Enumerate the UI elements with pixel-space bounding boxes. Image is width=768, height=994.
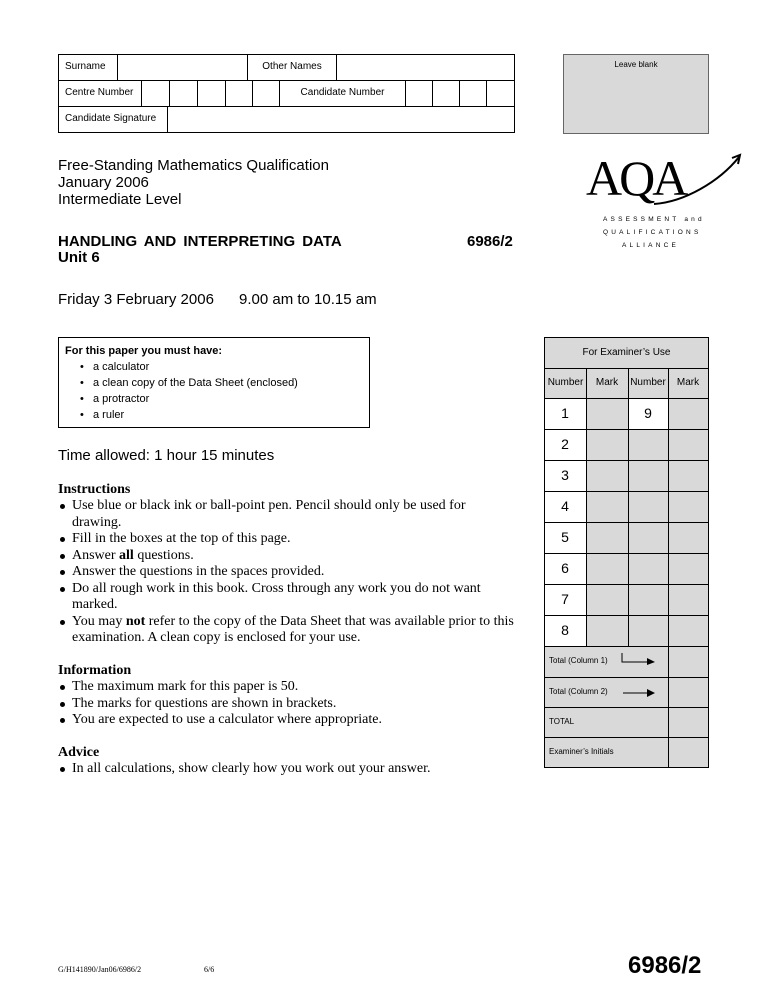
leave-blank-box <box>563 54 709 134</box>
materials-item: • a ruler <box>65 407 369 423</box>
candidate-number-digit-2[interactable] <box>433 81 460 106</box>
information-item: The maximum mark for this paper is 50. <box>58 679 518 696</box>
total-column-1-label: Total (Column 1) <box>549 656 608 665</box>
advice-heading: Advice <box>58 745 100 760</box>
exam-date: Friday 3 February 2006 <box>58 291 214 308</box>
instruction-item: Answer all questions. <box>58 548 518 565</box>
information-section <box>58 663 518 729</box>
instructions-list <box>58 498 518 647</box>
level: Intermediate Level <box>58 191 182 208</box>
instruction-item: Use blue or black ink or ball-point pen. Pencil should only be used for drawing. <box>58 498 518 531</box>
information-item: The marks for questions are shown in brackets. <box>58 696 518 713</box>
centre-number-digit-4[interactable] <box>226 81 253 106</box>
arrow-right-icon <box>621 652 657 666</box>
instruction-item: Answer the questions in the spaces provided. <box>58 564 518 581</box>
materials-box <box>58 337 370 428</box>
session: January 2006 <box>58 174 149 191</box>
aqa-logo-text: AQA <box>586 150 686 206</box>
materials-item: • a calculator <box>65 359 369 375</box>
total-label: TOTAL <box>549 717 575 726</box>
materials-heading: For this paper you must have: <box>65 345 223 357</box>
aqa-logo <box>584 150 744 255</box>
question-number: 3 <box>561 467 569 483</box>
advice-item: In all calculations, show clearly how you work out your answer. <box>58 761 518 778</box>
question-number: 7 <box>561 591 569 607</box>
advice-list <box>58 761 518 778</box>
centre-number-digit-2[interactable] <box>170 81 198 106</box>
candidate-number-label: Candidate Number <box>280 81 406 106</box>
instructions-heading: Instructions <box>58 482 131 497</box>
logo-line-1: ASSESSMENT and <box>603 216 705 223</box>
candidate-number-digit-1[interactable] <box>406 81 433 106</box>
instruction-item: Fill in the boxes at the top of this page. <box>58 531 518 548</box>
instruction-item: You may not refer to the copy of the Data Sheet that was available prior to this examination. A clean copy is enclosed for your use. <box>58 614 518 647</box>
total-column-2-label: Total (Column 2) <box>549 687 608 696</box>
question-number: 1 <box>561 405 569 421</box>
surname-field[interactable] <box>118 55 248 80</box>
centre-number-label: Centre Number <box>59 81 142 106</box>
materials-list <box>65 359 369 423</box>
information-heading: Information <box>58 663 132 678</box>
information-list <box>58 679 518 729</box>
question-number: 4 <box>561 498 569 514</box>
subject-title: HANDLING AND INTERPRETING DATA <box>58 233 342 250</box>
footer-reference: G/H141890/Jan06/6986/2 <box>58 965 142 974</box>
col-mark-header-1: Mark <box>595 377 619 388</box>
centre-number-digit-5[interactable] <box>253 81 280 106</box>
candidate-signature-label: Candidate Signature <box>59 107 168 132</box>
time-allowed: Time allowed: 1 hour 15 minutes <box>58 447 275 464</box>
logo-line-3: ALLIANCE <box>622 242 680 249</box>
question-number: 9 <box>644 405 652 421</box>
candidate-number-digit-3[interactable] <box>460 81 487 106</box>
centre-number-digit-3[interactable] <box>198 81 226 106</box>
other-names-field[interactable] <box>337 55 514 80</box>
col-number-header-2: Number <box>630 377 666 388</box>
unit: Unit 6 <box>58 249 100 266</box>
surname-label: Surname <box>59 55 118 80</box>
materials-item: • a clean copy of the Data Sheet (enclosed) <box>65 375 369 391</box>
logo-line-2: QUALIFICATIONS <box>603 229 702 236</box>
materials-item: • a protractor <box>65 391 369 407</box>
logo-swoosh-icon <box>644 152 744 207</box>
col-number-header-1: Number <box>547 377 584 388</box>
information-item: You are expected to use a calculator where appropriate. <box>58 712 518 729</box>
other-names-label: Other Names <box>248 55 337 80</box>
question-number: 2 <box>561 436 569 452</box>
col-mark-header-2: Mark <box>676 377 700 388</box>
instructions-section <box>58 482 518 647</box>
qualification-title: Free-Standing Mathematics Qualification <box>58 157 329 174</box>
footer-paper-code: 6986/2 <box>628 952 702 979</box>
exam-time: 9.00 am to 10.15 am <box>239 291 377 308</box>
question-number: 8 <box>561 622 569 638</box>
instruction-item: Do all rough work in this book. Cross through any work you do not want marked. <box>58 581 518 614</box>
advice-section <box>58 745 518 778</box>
arrow-right-icon <box>623 688 657 698</box>
leave-blank-label: Leave blank <box>614 60 658 69</box>
question-number: 5 <box>561 529 569 545</box>
question-number: 6 <box>561 560 569 576</box>
centre-number-digit-1[interactable] <box>142 81 170 106</box>
candidate-number-digit-4[interactable] <box>487 81 514 106</box>
paper-code: 6986/2 <box>467 233 513 250</box>
examiners-initials-label: Examiner’s Initials <box>549 747 614 756</box>
footer-page: 6/6 <box>204 965 215 974</box>
candidate-signature-field[interactable] <box>168 107 514 132</box>
examiner-title: For Examiner’s Use <box>582 347 671 358</box>
candidate-details-box <box>58 54 515 133</box>
examiners-use-table <box>544 337 709 768</box>
